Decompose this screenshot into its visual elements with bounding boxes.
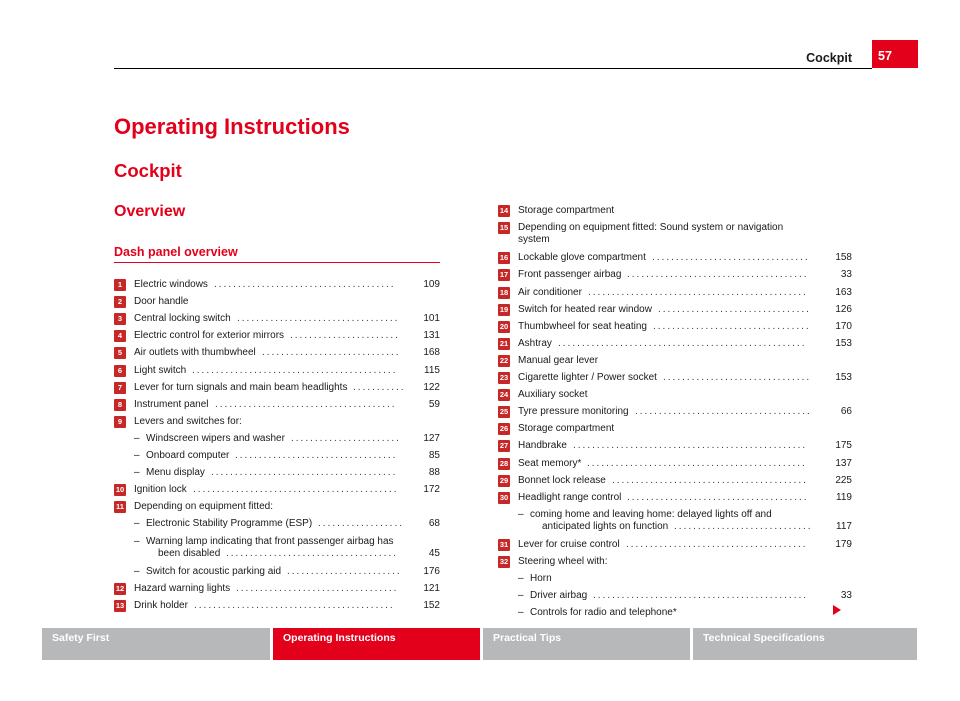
footer-tab-safety-first[interactable]: Safety First (42, 628, 270, 660)
toc-entry-label: Storage compartment (518, 205, 615, 216)
toc-entry-label: Levers and switches for: (134, 415, 242, 427)
item-number-badge: 28 (499, 458, 509, 468)
toc-entry-label: Air outlets with thumbwheel (134, 347, 256, 359)
item-number-badge: 24 (499, 390, 509, 400)
toc-entry-label: Auxiliary socket (518, 389, 588, 401)
dot-leader: ....................... (291, 432, 401, 444)
toc-entry-label: Steering wheel with: (518, 556, 608, 568)
toc-entry-label: Air conditioner (518, 286, 582, 298)
dash-bullet: – (134, 518, 140, 530)
item-number-badge: 17 (499, 270, 509, 280)
toc-entry-label: Headlight range control (518, 491, 622, 503)
toc-entry-label-continued: been disabled (158, 547, 221, 559)
toc-entry-label: Controls for radio and telephone* (530, 607, 677, 619)
toc-entry-label: Light switch (134, 364, 187, 376)
dot-leader: .................. (318, 518, 405, 530)
toc-entry-label: Drink holder (134, 599, 188, 611)
toc-page-number[interactable]: 137 (835, 457, 852, 469)
toc-page-number[interactable]: 179 (835, 539, 852, 550)
dash-bullet: – (518, 607, 524, 619)
dot-leader: ........................................... (193, 484, 399, 496)
dot-leader: ...................................... (627, 269, 809, 281)
toc-page-number[interactable]: 121 (423, 582, 440, 594)
dash-bullet: – (134, 535, 140, 547)
heading-dash-panel-overview: Dash panel overview (114, 245, 238, 259)
toc-page-number[interactable]: 153 (835, 337, 852, 349)
dot-leader: ....................................... (211, 467, 398, 479)
dot-leader: ........... (353, 381, 406, 393)
toc-entry-label: Manual gear lever (518, 354, 599, 366)
toc-page-number[interactable]: 127 (423, 432, 440, 444)
toc-page-number[interactable]: 115 (424, 364, 440, 376)
toc-entry-label: Ignition lock (134, 484, 187, 496)
dot-leader: .......................................... (194, 599, 395, 611)
item-number-badge: 1 (114, 279, 126, 291)
item-number-badge: 13 (115, 600, 125, 610)
toc-page-number[interactable]: 33 (840, 590, 852, 602)
dot-leader: ......................................... (612, 474, 808, 486)
toc-entry-label: Hazard warning lights (134, 582, 231, 594)
dash-bullet: – (134, 467, 140, 479)
dot-leader: .................................. (235, 450, 398, 461)
item-number-badge: 21 (499, 338, 509, 348)
dot-leader: ..................................... (635, 406, 812, 418)
toc-page-number[interactable]: 109 (423, 279, 440, 290)
toc-page-number[interactable]: 59 (428, 398, 440, 410)
toc-entry-label: Seat memory* (518, 457, 582, 469)
footer-nav (42, 628, 917, 660)
toc-page-number[interactable]: 126 (835, 303, 852, 315)
footer-tab-operating-instructions[interactable]: Operating Instructions (273, 628, 480, 660)
item-number-badge: 5 (114, 347, 126, 359)
toc-entry-label: Warning lamp indicating that front passenger airbag has (146, 535, 394, 547)
toc-entry-label: Windscreen wipers and washer (146, 432, 285, 444)
toc-page-number[interactable]: 172 (423, 484, 440, 496)
item-number-badge: 27 (499, 441, 509, 451)
item-number-badge: 19 (499, 304, 509, 314)
toc-entry-label: Depending on equipment fitted: Sound system or navigation (518, 222, 784, 234)
dash-bullet: – (134, 565, 140, 577)
dash-bullet: – (518, 508, 524, 520)
toc-entry-label: Tyre pressure monitoring (518, 406, 629, 418)
toc-entry-label: Menu display (146, 467, 205, 479)
toc-page-number[interactable]: 88 (428, 467, 440, 479)
toc-entry-label: Electronic Stability Programme (ESP) (146, 518, 313, 530)
dot-leader: ............................. (674, 520, 813, 532)
item-number-badge: 15 (499, 223, 509, 233)
header-rule (114, 68, 872, 69)
page-number-tab: 57 (872, 40, 918, 68)
dot-leader: .............................................. (587, 457, 807, 469)
dot-leader: .................................. (237, 313, 400, 325)
dot-leader: ...................................... (626, 539, 808, 550)
toc-entry-label: Lockable glove compartment (518, 252, 646, 264)
dash-bullet: – (134, 432, 140, 444)
toc-entry-label: Horn (530, 573, 552, 585)
heading-rule (114, 262, 440, 263)
toc-entry-label: Storage compartment (518, 423, 615, 435)
toc-entry-label: Bonnet lock release (518, 474, 606, 486)
dot-leader: ................................. (653, 320, 811, 332)
dot-leader: ................................ (658, 303, 811, 315)
toc-entry-label: Central locking switch (134, 313, 231, 325)
toc-entry-label: Driver airbag (530, 590, 588, 602)
toc-page-number[interactable]: 158 (835, 252, 852, 264)
footer-tab-practical-tips[interactable]: Practical Tips (483, 628, 690, 660)
item-number-badge: 29 (499, 475, 509, 485)
item-number-badge: 32 (499, 557, 509, 567)
toc-page-number[interactable]: 85 (428, 450, 440, 461)
dot-leader: ................................................. (573, 440, 808, 452)
dot-leader: ................................. (652, 252, 810, 264)
item-number-badge: 14 (499, 206, 509, 215)
item-number-badge: 9 (114, 416, 126, 428)
toc-entry-label-continued: system (518, 234, 550, 246)
item-number-badge: 16 (499, 253, 509, 263)
dot-leader: .............................................. (588, 286, 808, 298)
toc-page-number[interactable]: 163 (835, 286, 852, 298)
toc-page-number[interactable]: 170 (835, 320, 852, 332)
dot-leader: ...................................... (214, 279, 396, 290)
header-section-title: Cockpit (806, 51, 852, 65)
toc-page-number[interactable]: 33 (840, 269, 852, 281)
item-number-badge: 8 (114, 399, 126, 411)
toc-page-number[interactable]: 153 (835, 372, 852, 383)
dot-leader: .................................... (226, 547, 399, 559)
toc-entry-label: Ashtray (518, 337, 552, 349)
footer-tab-technical-specifications[interactable]: Technical Specifications (693, 628, 917, 660)
item-number-badge: 31 (499, 540, 509, 549)
toc-entry-label: Handbrake (518, 440, 567, 452)
item-number-badge: 4 (114, 330, 126, 342)
toc-entry-label: Thumbwheel for seat heating (518, 320, 647, 332)
dot-leader: .................................. (236, 582, 399, 594)
toc-page-number[interactable]: 225 (835, 474, 852, 486)
toc-entry-label-continued: anticipated lights on function (542, 520, 669, 532)
toc-page-number[interactable]: 175 (835, 440, 852, 452)
toc-page-number[interactable]: 117 (836, 520, 852, 532)
item-number-badge: 7 (114, 382, 126, 394)
heading-overview: Overview (114, 203, 186, 220)
item-number-badge: 25 (499, 407, 509, 417)
toc-entry-label: Electric windows (134, 279, 208, 290)
toc-entry-label: Cigarette lighter / Power socket (518, 372, 657, 383)
dot-leader: ...................................... (215, 398, 397, 410)
dot-leader: .................................................... (558, 337, 807, 349)
item-number-badge: 12 (115, 583, 125, 593)
dash-bullet: – (518, 573, 524, 585)
dot-leader: ....................... (290, 330, 400, 342)
dot-leader: ...................................... (627, 491, 809, 503)
item-number-badge: 3 (114, 313, 126, 325)
heading-operating-instructions: Operating Instructions (114, 114, 350, 139)
toc-page-number[interactable]: 68 (428, 518, 440, 530)
dot-leader: ........................................... (192, 364, 398, 376)
toc-page-number[interactable]: 119 (836, 491, 852, 503)
toc-page-number[interactable]: 101 (423, 313, 440, 325)
dot-leader: ........................ (287, 565, 402, 577)
toc-entry-label: Door handle (134, 296, 189, 308)
dot-leader: ............................... (663, 372, 812, 383)
dot-leader: ............................................. (593, 590, 809, 602)
toc-entry-label: Lever for cruise control (518, 539, 620, 550)
item-number-badge: 23 (499, 373, 509, 382)
dash-bullet: – (518, 590, 524, 602)
toc-page-number[interactable]: 152 (423, 599, 440, 611)
toc-entry-label: Instrument panel (134, 398, 209, 410)
toc-entry-label: Lever for turn signals and main beam headlights (134, 381, 348, 393)
toc-page-number[interactable]: 168 (423, 347, 440, 359)
toc-page-number[interactable]: 45 (428, 547, 440, 559)
toc-entry-label: Front passenger airbag (518, 269, 622, 281)
toc-entry-label: coming home and leaving home: delayed lights off and (530, 508, 772, 520)
toc-page-number[interactable]: 122 (423, 381, 440, 393)
item-number-badge: 11 (114, 501, 126, 513)
heading-cockpit: Cockpit (114, 160, 182, 181)
dash-bullet: – (134, 450, 140, 461)
toc-entry-label: Switch for heated rear window (518, 303, 652, 315)
item-number-badge: 20 (499, 321, 509, 331)
item-number-badge: 18 (499, 287, 509, 297)
toc-page-number[interactable]: 66 (840, 406, 852, 418)
dot-leader: ............................. (262, 347, 401, 359)
toc-entry-label: Onboard computer (146, 450, 230, 461)
item-number-badge: 30 (499, 492, 509, 502)
continue-arrow-icon (833, 605, 841, 615)
item-number-badge: 22 (499, 355, 509, 365)
toc-entry-label: Depending on equipment fitted: (134, 501, 273, 513)
item-number-badge: 10 (115, 485, 125, 495)
toc-page-number[interactable]: 176 (423, 565, 440, 577)
toc-entry-label: Switch for acoustic parking aid (146, 565, 282, 577)
item-number-badge: 2 (114, 296, 126, 308)
toc-entry-label: Electric control for exterior mirrors (134, 330, 285, 342)
toc-page-number[interactable]: 131 (423, 330, 440, 342)
item-number-badge: 26 (499, 424, 509, 434)
item-number-badge: 6 (114, 365, 126, 377)
